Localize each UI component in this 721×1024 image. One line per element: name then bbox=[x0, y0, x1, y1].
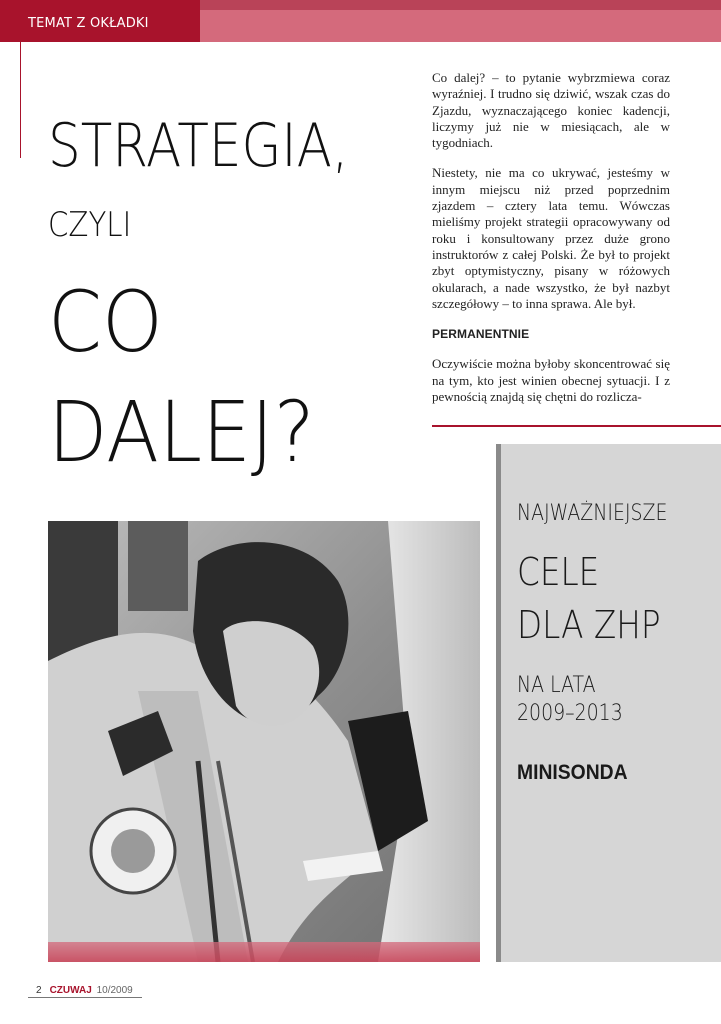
sidebox-line-6: MINISONDA bbox=[517, 761, 628, 784]
sidebox-edge bbox=[496, 444, 501, 962]
photo-accent-band bbox=[48, 942, 480, 962]
page-footer bbox=[36, 985, 133, 996]
article-column bbox=[432, 70, 670, 419]
column-divider bbox=[432, 425, 721, 427]
sidebox-line-5: 2009–2013 bbox=[517, 701, 623, 726]
sidebox-line-1: NAJWAŻNIEJSZE bbox=[517, 501, 668, 526]
article-subhead: PERMANENTNIE bbox=[432, 327, 530, 342]
top-bar-strip bbox=[200, 0, 721, 10]
footer-rule bbox=[28, 997, 142, 998]
article-paragraph: Niestety, nie ma co ukrywać, jesteśmy w innym miejscu niż przed poprzednim zjazdem – cztery lata temu. Wówczas mieliśmy projekt strategii opracowywany od roku i konsultowany przez duże grono instruktorów z całej Polski. Że był to projekt zbyt optymistyczny, pisany w różowych okularach, a nade wszystko, że był nazbyt szczegółowy – to inna sprawa. Ale był. bbox=[432, 165, 670, 311]
section-tag-label: TEMAT Z OKŁADKI bbox=[28, 16, 149, 31]
sidebox-line-2: CELE bbox=[517, 550, 600, 594]
headline-line-4: DALEJ? bbox=[48, 383, 315, 481]
headline-line-2: CZYLI bbox=[48, 205, 132, 245]
magazine-name: CZUWAJ bbox=[49, 985, 92, 996]
scout-photo bbox=[48, 521, 480, 962]
sidebox-line-4: NA LATA bbox=[517, 673, 596, 698]
section-tag-rule bbox=[20, 10, 21, 158]
article-paragraph: Co dalej? – to pytanie wybrzmiewa coraz wyraźniej. I trudno się dziwić, wszak czas do Zjazdu, wyznaczającego koniec kadencji, liczymy już nie w miesiącach, ale w tygodniach. bbox=[432, 70, 670, 151]
headline-line-1: STRATEGIA, bbox=[48, 111, 349, 181]
article-paragraph: Oczywiście można byłoby skoncentrować się na tym, kto jest winien obecnej sytuacji. I z pewnością znajdą się chętni do rozlicza- bbox=[432, 356, 670, 405]
issue-number: 10/2009 bbox=[96, 985, 133, 996]
section-tag bbox=[0, 0, 200, 42]
sidebox-line-3: DLA ZHP bbox=[517, 603, 661, 647]
scout-photo-image bbox=[48, 521, 480, 962]
page-number: 2 bbox=[36, 985, 42, 996]
headline-line-3: CO bbox=[48, 273, 163, 371]
